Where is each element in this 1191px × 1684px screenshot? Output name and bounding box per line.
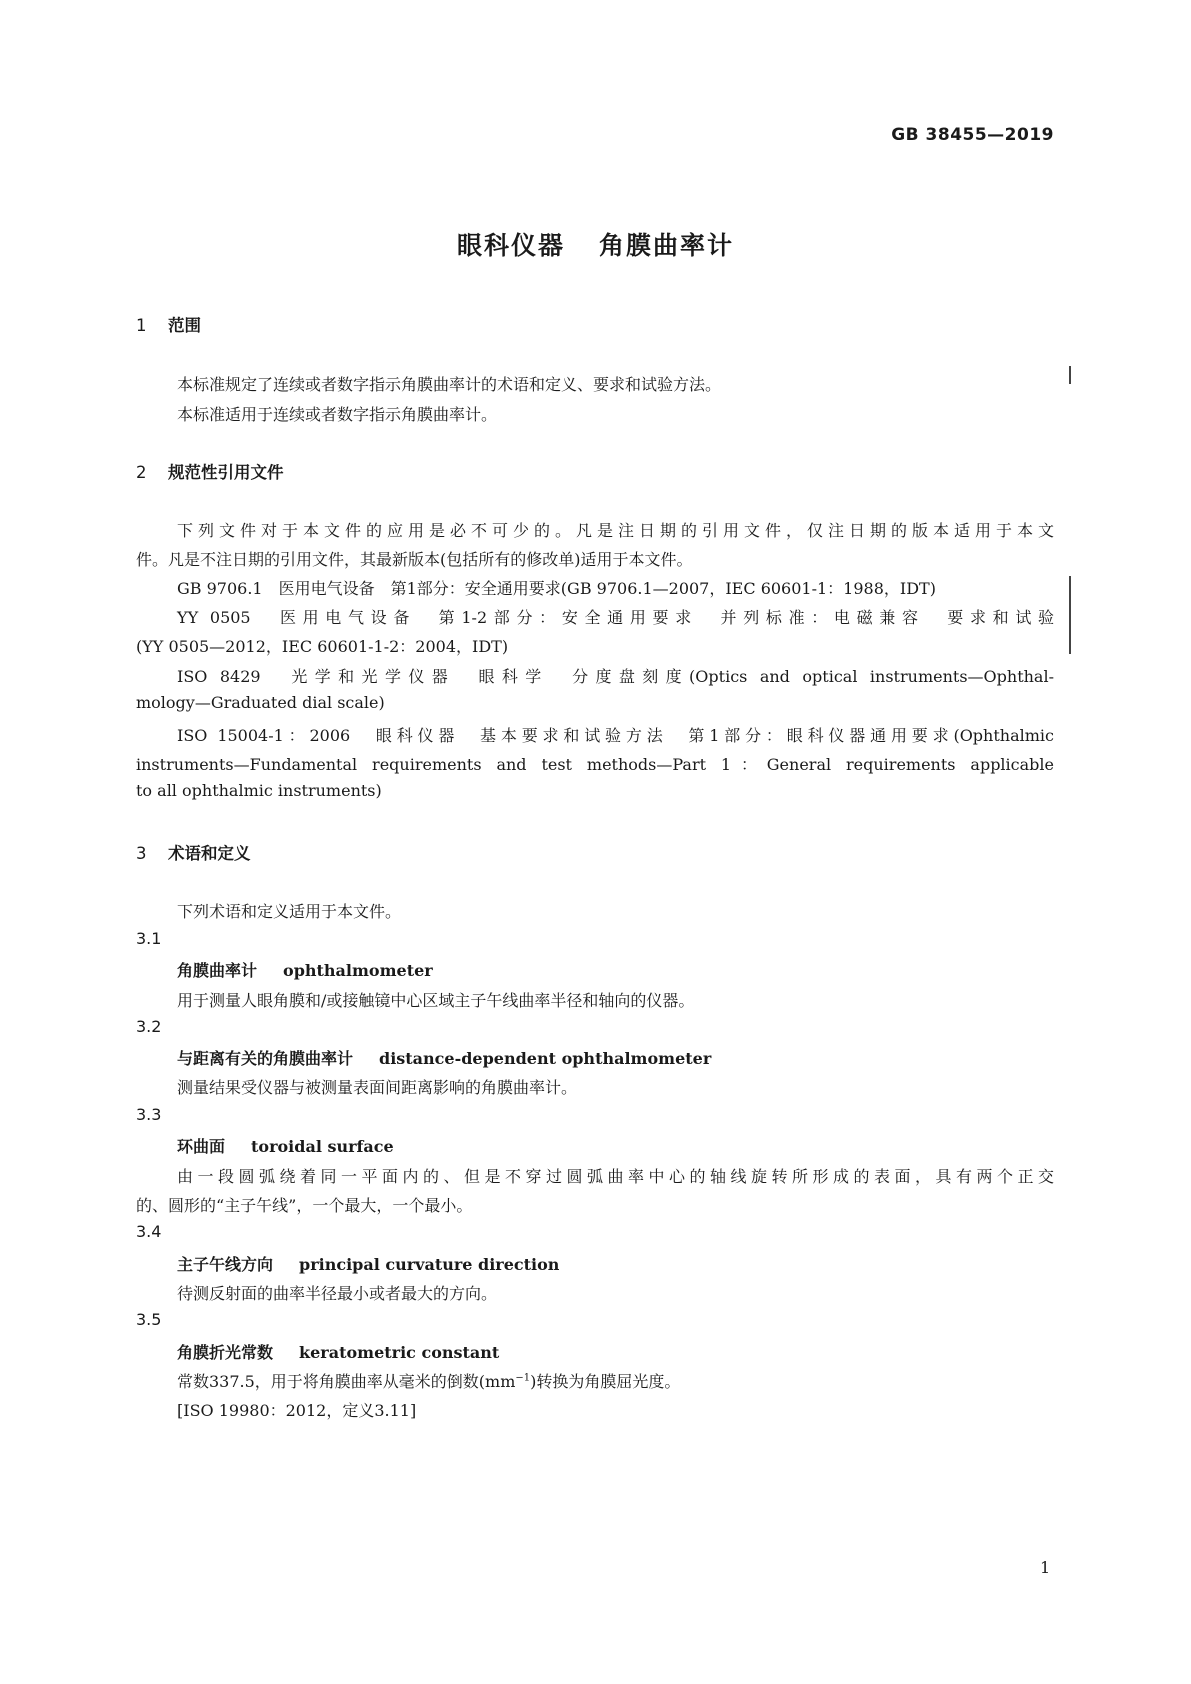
section1-heading [136,312,201,336]
section1-number: 1 [136,316,147,335]
section3-number: 3 [136,844,147,863]
term-definition: 测量结果受仪器与被测量表面间距离影响的角膜曲率计。 [177,1078,578,1097]
reference-iso15004-line2: instruments—Fundamental requirements and test methods—Part 1：General requirements applicable [136,755,1054,774]
term-definition [177,1369,1054,1392]
title-part1: 眼科仪器 [456,231,565,260]
section2-heading [136,459,284,483]
term-en: keratometric constant [299,1343,500,1362]
term-en: toroidal surface [251,1137,394,1156]
definition-text-pre: 常数337.5，用于将角膜曲率从毫米的倒数(mm [177,1372,516,1391]
term-en: principal curvature direction [299,1255,560,1274]
term-heading [177,1340,499,1363]
term-zh: 角膜折光常数 [177,1343,274,1362]
reference-yy0505-line2: (YY 0505—2012，IEC 60601-1-2：2004，IDT) [136,637,509,656]
section3-title: 术语和定义 [168,844,251,863]
term-heading [177,1046,711,1069]
definition-text-post: )转换为角膜屈光度。 [530,1372,681,1391]
reference-iso15004-line3: to all ophthalmic instruments) [136,781,382,800]
term-number: 3.2 [136,1017,162,1036]
reference-iso15004-line1: ISO 15004-1：2006 眼科仪器 基本要求和试验方法 第1部分：眼科仪器通用要求(Ophthalmic [177,726,1054,745]
term-number: 3.1 [136,929,162,948]
reference-gb9706: GB 9706.1 医用电气设备 第1部分：安全通用要求(GB 9706.1—2007，IEC 60601-1：1988，IDT) [177,579,936,598]
superscript: −1 [515,1372,531,1384]
document-title [0,226,1191,262]
term-en: ophthalmometer [283,961,433,980]
term-definition: 待测反射面的曲率半径最小或者最大的方向。 [177,1284,498,1303]
term-zh: 主子午线方向 [177,1255,274,1274]
reference-iso8429-line2: mology—Graduated dial scale) [136,693,385,712]
reference-yy0505-line1: YY 0505 医用电气设备 第1-2部分：安全通用要求 并列标准：电磁兼容 要求和试验 [177,608,1054,627]
title-part2: 角膜曲率计 [599,231,735,260]
term-number: 3.5 [136,1310,162,1329]
reference-iso8429-line1: ISO 8429 光学和光学仪器 眼科学 分度盘刻度(Optics and optical instruments—Ophthal- [177,667,1054,686]
section2-number: 2 [136,463,147,482]
term-definition-line2: 的、圆形的“主子午线”，一个最大，一个最小。 [136,1196,473,1215]
section3-heading [136,840,251,864]
section2-intro-line1: 下列文件对于本文件的应用是必不可少的。凡是注日期的引用文件，仅注日期的版本适用于本文 [177,521,1054,540]
term-heading [177,958,433,981]
page-number: 1 [1040,1558,1051,1577]
change-bar [1069,366,1071,384]
section1-para1: 本标准规定了连续或者数字指示角膜曲率计的术语和定义、要求和试验方法。 [177,375,722,394]
term-number: 3.4 [136,1222,162,1241]
section3-intro: 下列术语和定义适用于本文件。 [177,902,402,921]
term-en: distance-dependent ophthalmometer [379,1049,712,1068]
section1-para2: 本标准适用于连续或者数字指示角膜曲率计。 [177,405,498,424]
term-zh: 与距离有关的角膜曲率计 [177,1049,354,1068]
term-source: [ISO 19980：2012，定义3.11] [177,1401,417,1420]
term-zh: 环曲面 [177,1137,226,1156]
term-definition: 用于测量人眼角膜和/或接触镜中心区域主子午线曲率半径和轴向的仪器。 [177,991,695,1010]
section1-title: 范围 [168,316,201,335]
term-number: 3.3 [136,1105,162,1124]
change-bar [1069,576,1071,654]
term-definition-line1: 由一段圆弧绕着同一平面内的、但是不穿过圆弧曲率中心的轴线旋转所形成的表面，具有两个正交 [177,1167,1054,1186]
standard-code: GB 38455—2019 [891,125,1054,145]
section2-title: 规范性引用文件 [168,463,284,482]
section2-intro-line2: 件。凡是不注日期的引用文件，其最新版本(包括所有的修改单)适用于本文件。 [136,550,693,569]
term-heading [177,1252,559,1275]
term-heading [177,1134,394,1157]
term-zh: 角膜曲率计 [177,961,258,980]
